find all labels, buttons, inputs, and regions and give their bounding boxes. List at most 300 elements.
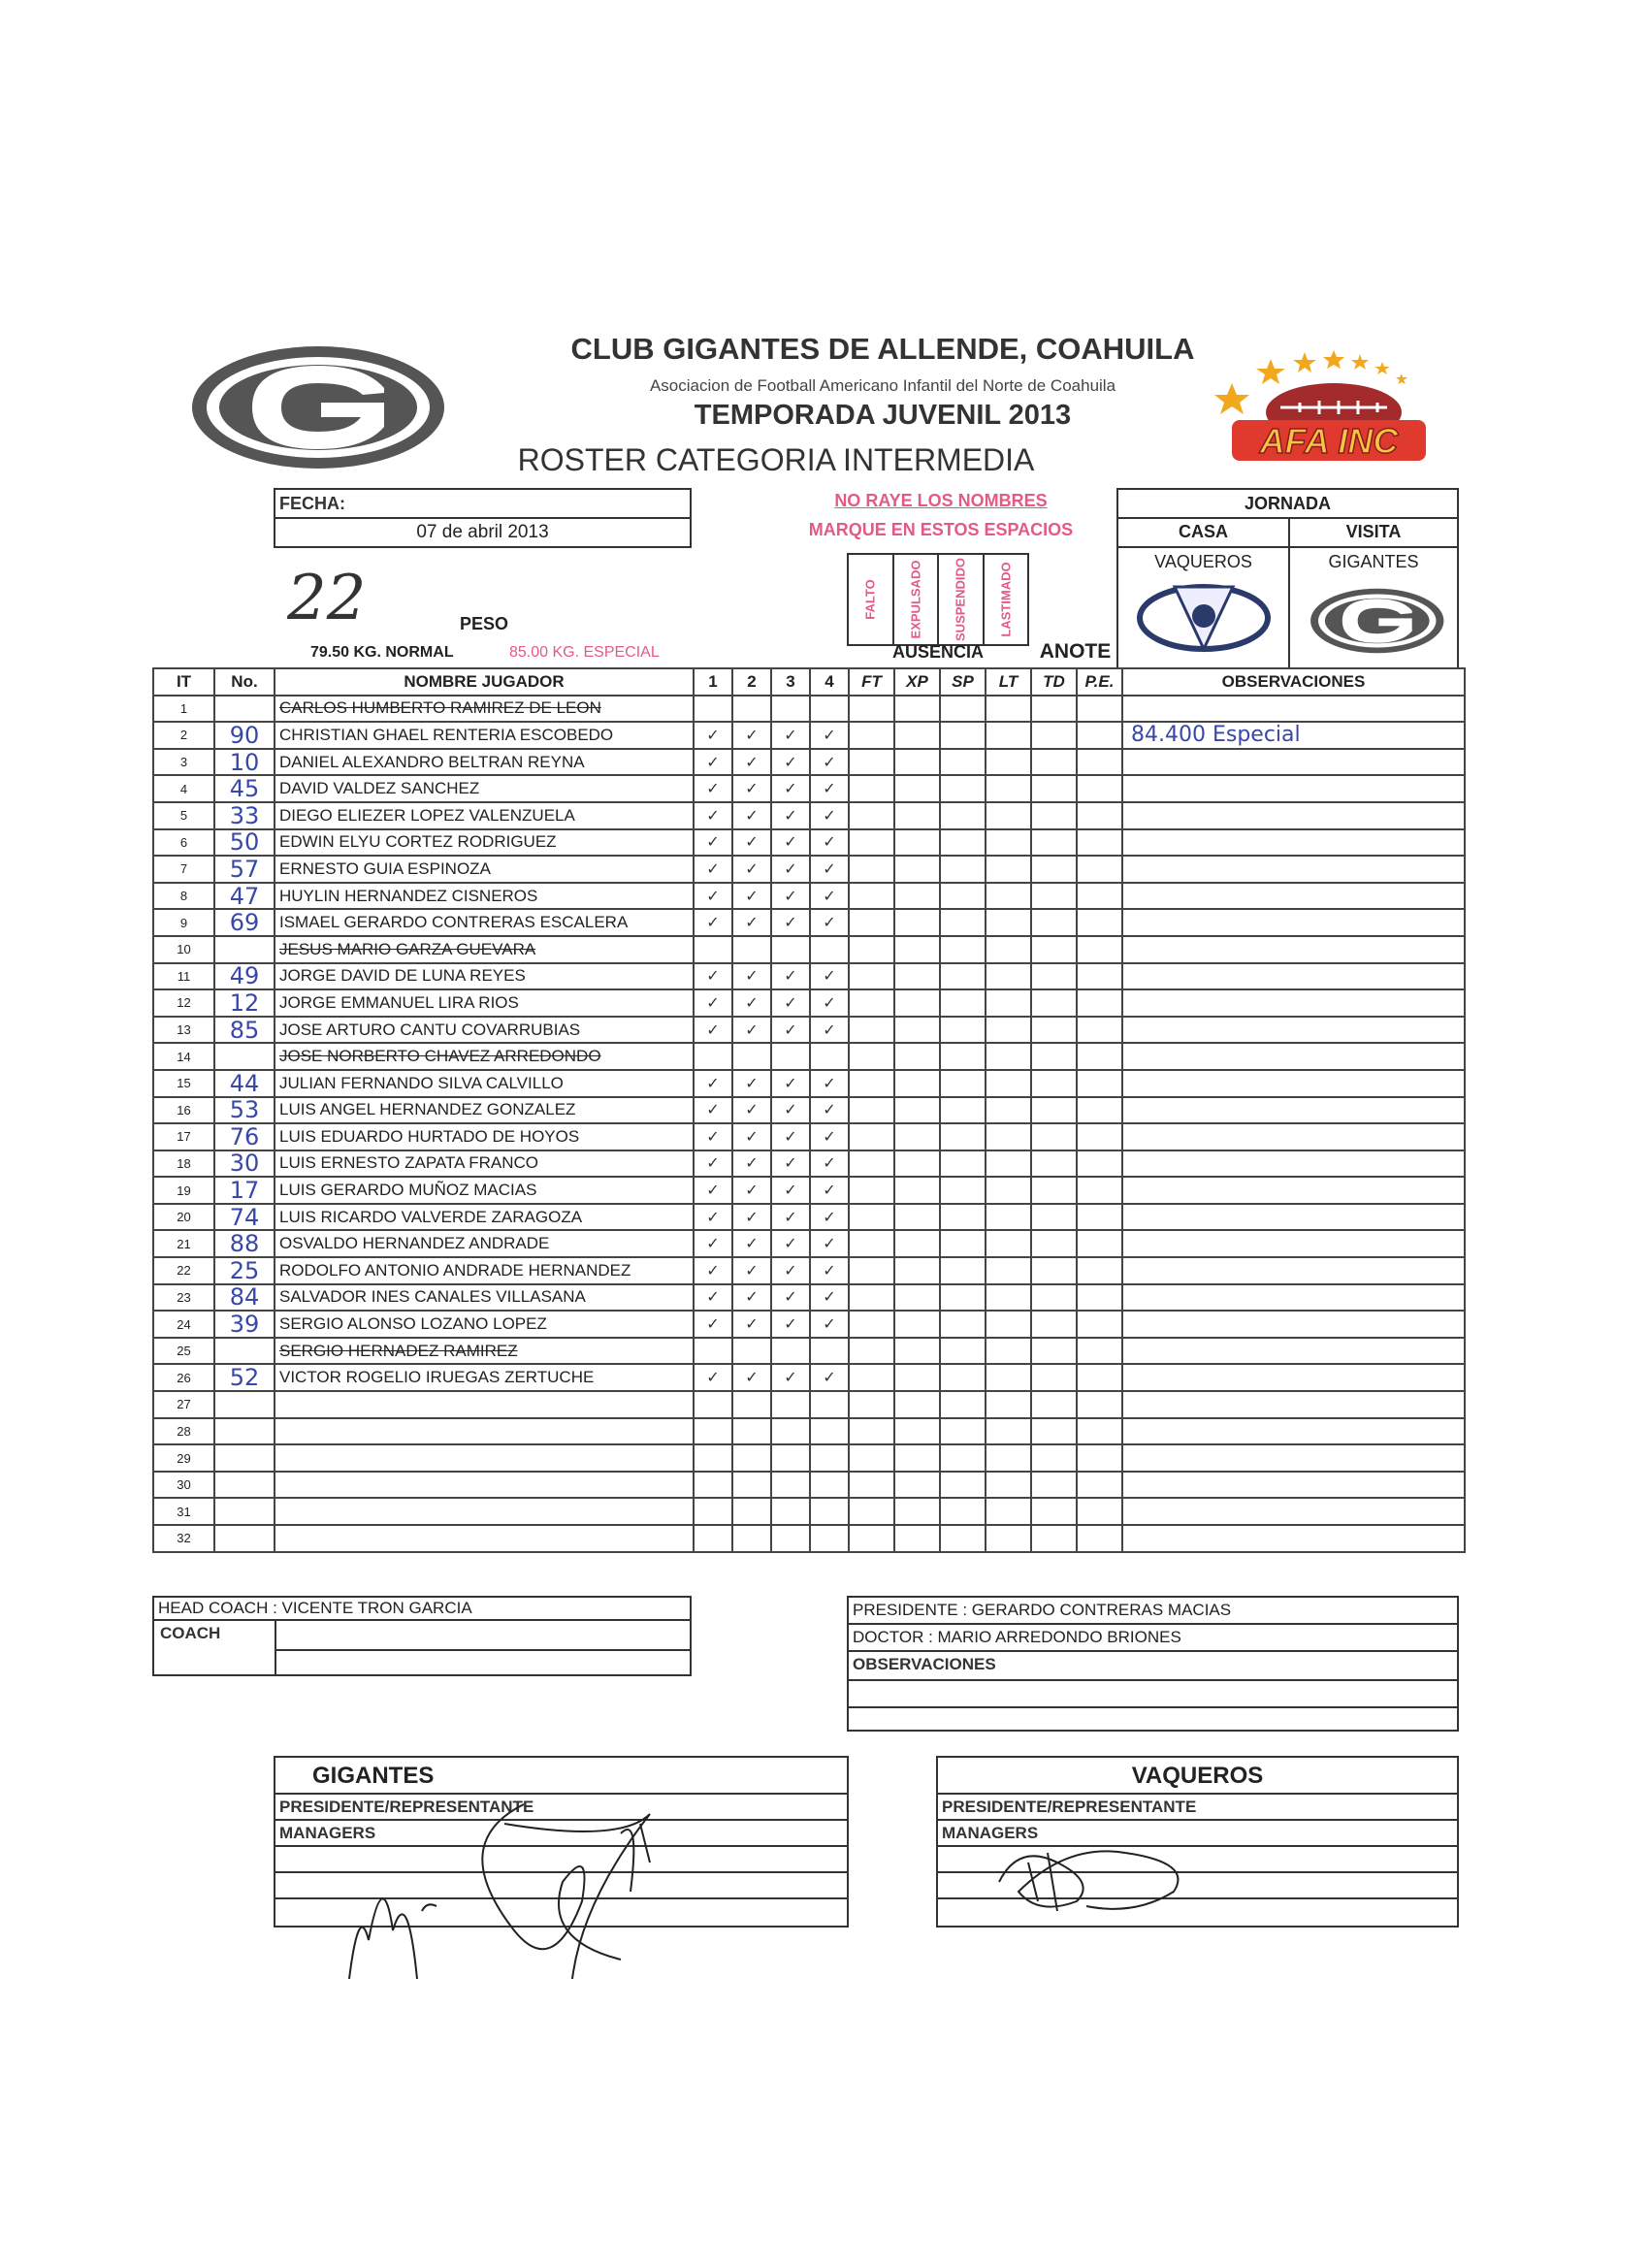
quarter-1-check[interactable]: ✓ — [694, 909, 732, 936]
sp-cell[interactable] — [940, 1472, 986, 1499]
lt-cell[interactable] — [986, 1284, 1031, 1312]
jersey-number[interactable]: 69 — [214, 909, 275, 936]
jersey-number[interactable]: 10 — [214, 749, 275, 776]
lt-cell[interactable] — [986, 963, 1031, 990]
quarter-2-check[interactable]: ✓ — [732, 1311, 771, 1338]
pe-cell[interactable] — [1077, 829, 1122, 857]
td-cell[interactable] — [1031, 1123, 1077, 1150]
td-cell[interactable] — [1031, 1498, 1077, 1525]
lt-cell[interactable] — [986, 1444, 1031, 1472]
quarter-3-check[interactable]: ✓ — [771, 1097, 810, 1124]
observation-cell[interactable] — [1122, 802, 1465, 829]
quarter-1-check[interactable]: ✓ — [694, 1177, 732, 1204]
td-cell[interactable] — [1031, 1284, 1077, 1312]
sp-cell[interactable] — [940, 963, 986, 990]
quarter-2-check[interactable]: ✓ — [732, 909, 771, 936]
pe-cell[interactable] — [1077, 1070, 1122, 1097]
ft-cell[interactable] — [849, 775, 894, 802]
observation-cell[interactable] — [1122, 829, 1465, 857]
quarter-4-check[interactable]: ✓ — [810, 1017, 849, 1044]
td-cell[interactable] — [1031, 1311, 1077, 1338]
sp-cell[interactable] — [940, 1498, 986, 1525]
td-cell[interactable] — [1031, 1338, 1077, 1365]
quarter-3-check[interactable]: ✓ — [771, 1284, 810, 1312]
jersey-number[interactable]: 53 — [214, 1097, 275, 1124]
td-cell[interactable] — [1031, 856, 1077, 883]
quarter-1-check[interactable]: ✓ — [694, 1150, 732, 1178]
sp-cell[interactable] — [940, 1017, 986, 1044]
quarter-2-check[interactable]: ✓ — [732, 883, 771, 910]
sp-cell[interactable] — [940, 749, 986, 776]
ft-cell[interactable] — [849, 1391, 894, 1418]
quarter-1-check[interactable] — [694, 696, 732, 723]
quarter-3-check[interactable] — [771, 1498, 810, 1525]
quarter-2-check[interactable]: ✓ — [732, 749, 771, 776]
td-cell[interactable] — [1031, 1444, 1077, 1472]
lt-cell[interactable] — [986, 909, 1031, 936]
xp-cell[interactable] — [894, 856, 940, 883]
quarter-3-check[interactable]: ✓ — [771, 1204, 810, 1231]
sp-cell[interactable] — [940, 1257, 986, 1284]
ft-cell[interactable] — [849, 1070, 894, 1097]
pe-cell[interactable] — [1077, 1097, 1122, 1124]
jersey-number[interactable]: 50 — [214, 829, 275, 857]
lt-cell[interactable] — [986, 1097, 1031, 1124]
observation-cell[interactable] — [1122, 1070, 1465, 1097]
quarter-1-check[interactable]: ✓ — [694, 749, 732, 776]
sp-cell[interactable] — [940, 1284, 986, 1312]
pe-cell[interactable] — [1077, 1230, 1122, 1257]
quarter-2-check[interactable]: ✓ — [732, 989, 771, 1017]
jersey-number[interactable]: 39 — [214, 1311, 275, 1338]
observation-cell[interactable]: 84.400 Especial — [1122, 722, 1465, 749]
pe-cell[interactable] — [1077, 775, 1122, 802]
xp-cell[interactable] — [894, 1257, 940, 1284]
sp-cell[interactable] — [940, 1177, 986, 1204]
quarter-3-check[interactable]: ✓ — [771, 1230, 810, 1257]
td-cell[interactable] — [1031, 1070, 1077, 1097]
lt-cell[interactable] — [986, 722, 1031, 749]
ft-cell[interactable] — [849, 1418, 894, 1445]
xp-cell[interactable] — [894, 1525, 940, 1552]
quarter-2-check[interactable] — [732, 1525, 771, 1552]
ft-cell[interactable] — [849, 1097, 894, 1124]
sp-cell[interactable] — [940, 1525, 986, 1552]
lt-cell[interactable] — [986, 936, 1031, 963]
ft-cell[interactable] — [849, 829, 894, 857]
xp-cell[interactable] — [894, 1498, 940, 1525]
quarter-2-check[interactable] — [732, 696, 771, 723]
observation-cell[interactable] — [1122, 1338, 1465, 1365]
quarter-4-check[interactable] — [810, 1043, 849, 1070]
xp-cell[interactable] — [894, 1418, 940, 1445]
quarter-1-check[interactable]: ✓ — [694, 1257, 732, 1284]
td-cell[interactable] — [1031, 1204, 1077, 1231]
lt-cell[interactable] — [986, 1177, 1031, 1204]
quarter-1-check[interactable]: ✓ — [694, 1364, 732, 1391]
sp-cell[interactable] — [940, 1311, 986, 1338]
quarter-2-check[interactable]: ✓ — [732, 1257, 771, 1284]
lt-cell[interactable] — [986, 1204, 1031, 1231]
quarter-3-check[interactable] — [771, 936, 810, 963]
ft-cell[interactable] — [849, 1311, 894, 1338]
ft-cell[interactable] — [849, 1444, 894, 1472]
observation-cell[interactable] — [1122, 909, 1465, 936]
jersey-number[interactable] — [214, 1472, 275, 1499]
quarter-2-check[interactable] — [732, 936, 771, 963]
xp-cell[interactable] — [894, 1311, 940, 1338]
quarter-4-check[interactable]: ✓ — [810, 1284, 849, 1312]
jersey-number[interactable]: 85 — [214, 1017, 275, 1044]
observation-cell[interactable] — [1122, 1391, 1465, 1418]
xp-cell[interactable] — [894, 775, 940, 802]
observation-cell[interactable] — [1122, 1017, 1465, 1044]
xp-cell[interactable] — [894, 1017, 940, 1044]
pe-cell[interactable] — [1077, 1498, 1122, 1525]
ft-cell[interactable] — [849, 936, 894, 963]
ft-cell[interactable] — [849, 989, 894, 1017]
ft-cell[interactable] — [849, 1257, 894, 1284]
pe-cell[interactable] — [1077, 963, 1122, 990]
quarter-4-check[interactable] — [810, 1498, 849, 1525]
pe-cell[interactable] — [1077, 1043, 1122, 1070]
pe-cell[interactable] — [1077, 1123, 1122, 1150]
td-cell[interactable] — [1031, 1177, 1077, 1204]
pe-cell[interactable] — [1077, 722, 1122, 749]
quarter-4-check[interactable]: ✓ — [810, 1097, 849, 1124]
xp-cell[interactable] — [894, 1230, 940, 1257]
observation-cell[interactable] — [1122, 1177, 1465, 1204]
quarter-1-check[interactable] — [694, 1418, 732, 1445]
sp-cell[interactable] — [940, 1043, 986, 1070]
td-cell[interactable] — [1031, 1472, 1077, 1499]
td-cell[interactable] — [1031, 989, 1077, 1017]
pe-cell[interactable] — [1077, 989, 1122, 1017]
fecha-value[interactable]: 07 de abril 2013 — [416, 522, 549, 542]
lt-cell[interactable] — [986, 1391, 1031, 1418]
quarter-1-check[interactable]: ✓ — [694, 883, 732, 910]
lt-cell[interactable] — [986, 749, 1031, 776]
td-cell[interactable] — [1031, 963, 1077, 990]
quarter-1-check[interactable]: ✓ — [694, 1097, 732, 1124]
xp-cell[interactable] — [894, 989, 940, 1017]
pe-cell[interactable] — [1077, 1418, 1122, 1445]
observation-cell[interactable] — [1122, 1444, 1465, 1472]
td-cell[interactable] — [1031, 775, 1077, 802]
pe-cell[interactable] — [1077, 749, 1122, 776]
quarter-2-check[interactable]: ✓ — [732, 1097, 771, 1124]
jersey-number[interactable]: 12 — [214, 989, 275, 1017]
quarter-4-check[interactable]: ✓ — [810, 829, 849, 857]
quarter-3-check[interactable]: ✓ — [771, 1311, 810, 1338]
jersey-number[interactable]: 30 — [214, 1150, 275, 1178]
xp-cell[interactable] — [894, 1070, 940, 1097]
pe-cell[interactable] — [1077, 1204, 1122, 1231]
quarter-4-check[interactable]: ✓ — [810, 1364, 849, 1391]
quarter-1-check[interactable]: ✓ — [694, 722, 732, 749]
observation-cell[interactable] — [1122, 1150, 1465, 1178]
quarter-3-check[interactable] — [771, 1472, 810, 1499]
td-cell[interactable] — [1031, 1257, 1077, 1284]
pe-cell[interactable] — [1077, 1364, 1122, 1391]
quarter-3-check[interactable]: ✓ — [771, 749, 810, 776]
observation-cell[interactable] — [1122, 1123, 1465, 1150]
ft-cell[interactable] — [849, 1498, 894, 1525]
pe-cell[interactable] — [1077, 1391, 1122, 1418]
quarter-3-check[interactable]: ✓ — [771, 1070, 810, 1097]
sp-cell[interactable] — [940, 1123, 986, 1150]
td-cell[interactable] — [1031, 936, 1077, 963]
ft-cell[interactable] — [849, 1177, 894, 1204]
observation-cell[interactable] — [1122, 1284, 1465, 1312]
quarter-3-check[interactable]: ✓ — [771, 963, 810, 990]
ft-cell[interactable] — [849, 1364, 894, 1391]
xp-cell[interactable] — [894, 722, 940, 749]
quarter-1-check[interactable] — [694, 1444, 732, 1472]
ft-cell[interactable] — [849, 1123, 894, 1150]
ft-cell[interactable] — [849, 1284, 894, 1312]
quarter-3-check[interactable]: ✓ — [771, 1017, 810, 1044]
td-cell[interactable] — [1031, 802, 1077, 829]
quarter-4-check[interactable] — [810, 1525, 849, 1552]
lt-cell[interactable] — [986, 1230, 1031, 1257]
td-cell[interactable] — [1031, 749, 1077, 776]
sp-cell[interactable] — [940, 829, 986, 857]
quarter-2-check[interactable]: ✓ — [732, 829, 771, 857]
observation-cell[interactable] — [1122, 1257, 1465, 1284]
td-cell[interactable] — [1031, 1043, 1077, 1070]
quarter-4-check[interactable]: ✓ — [810, 856, 849, 883]
td-cell[interactable] — [1031, 883, 1077, 910]
jersey-number[interactable]: 44 — [214, 1070, 275, 1097]
td-cell[interactable] — [1031, 829, 1077, 857]
jersey-number[interactable] — [214, 1338, 275, 1365]
quarter-1-check[interactable]: ✓ — [694, 775, 732, 802]
ft-cell[interactable] — [849, 1204, 894, 1231]
sp-cell[interactable] — [940, 883, 986, 910]
quarter-2-check[interactable]: ✓ — [732, 1150, 771, 1178]
xp-cell[interactable] — [894, 1097, 940, 1124]
lt-cell[interactable] — [986, 1043, 1031, 1070]
lt-cell[interactable] — [986, 1525, 1031, 1552]
ft-cell[interactable] — [849, 909, 894, 936]
observation-cell[interactable] — [1122, 1097, 1465, 1124]
quarter-2-check[interactable]: ✓ — [732, 775, 771, 802]
quarter-4-check[interactable]: ✓ — [810, 802, 849, 829]
observation-cell[interactable] — [1122, 775, 1465, 802]
sp-cell[interactable] — [940, 1338, 986, 1365]
quarter-2-check[interactable] — [732, 1498, 771, 1525]
ft-cell[interactable] — [849, 722, 894, 749]
xp-cell[interactable] — [894, 829, 940, 857]
lt-cell[interactable] — [986, 1311, 1031, 1338]
sp-cell[interactable] — [940, 909, 986, 936]
xp-cell[interactable] — [894, 1391, 940, 1418]
quarter-3-check[interactable]: ✓ — [771, 856, 810, 883]
pe-cell[interactable] — [1077, 883, 1122, 910]
ft-cell[interactable] — [849, 856, 894, 883]
observation-cell[interactable] — [1122, 1230, 1465, 1257]
quarter-4-check[interactable] — [810, 1472, 849, 1499]
observation-cell[interactable] — [1122, 963, 1465, 990]
quarter-4-check[interactable]: ✓ — [810, 1257, 849, 1284]
quarter-4-check[interactable] — [810, 1418, 849, 1445]
jersey-number[interactable]: 33 — [214, 802, 275, 829]
quarter-3-check[interactable]: ✓ — [771, 1123, 810, 1150]
ft-cell[interactable] — [849, 883, 894, 910]
quarter-1-check[interactable]: ✓ — [694, 1230, 732, 1257]
quarter-2-check[interactable]: ✓ — [732, 856, 771, 883]
quarter-4-check[interactable] — [810, 936, 849, 963]
quarter-1-check[interactable] — [694, 1472, 732, 1499]
xp-cell[interactable] — [894, 1177, 940, 1204]
pe-cell[interactable] — [1077, 1338, 1122, 1365]
observation-cell[interactable] — [1122, 856, 1465, 883]
quarter-3-check[interactable]: ✓ — [771, 802, 810, 829]
lt-cell[interactable] — [986, 1498, 1031, 1525]
pe-cell[interactable] — [1077, 1257, 1122, 1284]
xp-cell[interactable] — [894, 1123, 940, 1150]
sp-cell[interactable] — [940, 1444, 986, 1472]
jersey-number[interactable] — [214, 1418, 275, 1445]
xp-cell[interactable] — [894, 936, 940, 963]
quarter-1-check[interactable]: ✓ — [694, 1070, 732, 1097]
quarter-4-check[interactable]: ✓ — [810, 775, 849, 802]
observation-cell[interactable] — [1122, 1311, 1465, 1338]
jersey-number[interactable] — [214, 696, 275, 723]
quarter-3-check[interactable] — [771, 1043, 810, 1070]
quarter-3-check[interactable] — [771, 1525, 810, 1552]
ft-cell[interactable] — [849, 1150, 894, 1178]
td-cell[interactable] — [1031, 1391, 1077, 1418]
observation-cell[interactable] — [1122, 989, 1465, 1017]
ft-cell[interactable] — [849, 963, 894, 990]
quarter-4-check[interactable]: ✓ — [810, 909, 849, 936]
td-cell[interactable] — [1031, 1525, 1077, 1552]
td-cell[interactable] — [1031, 722, 1077, 749]
jersey-number[interactable] — [214, 936, 275, 963]
td-cell[interactable] — [1031, 909, 1077, 936]
pe-cell[interactable] — [1077, 1177, 1122, 1204]
td-cell[interactable] — [1031, 1230, 1077, 1257]
quarter-3-check[interactable]: ✓ — [771, 1364, 810, 1391]
jersey-number[interactable]: 74 — [214, 1204, 275, 1231]
lt-cell[interactable] — [986, 1150, 1031, 1178]
quarter-4-check[interactable]: ✓ — [810, 1123, 849, 1150]
quarter-1-check[interactable]: ✓ — [694, 1017, 732, 1044]
jersey-number[interactable] — [214, 1525, 275, 1552]
observation-cell[interactable] — [1122, 1418, 1465, 1445]
quarter-1-check[interactable] — [694, 936, 732, 963]
ft-cell[interactable] — [849, 1230, 894, 1257]
sp-cell[interactable] — [940, 802, 986, 829]
jersey-number[interactable]: 52 — [214, 1364, 275, 1391]
quarter-2-check[interactable]: ✓ — [732, 1177, 771, 1204]
lt-cell[interactable] — [986, 1070, 1031, 1097]
quarter-1-check[interactable]: ✓ — [694, 963, 732, 990]
xp-cell[interactable] — [894, 749, 940, 776]
quarter-4-check[interactable]: ✓ — [810, 1070, 849, 1097]
observation-cell[interactable] — [1122, 1498, 1465, 1525]
sp-cell[interactable] — [940, 1204, 986, 1231]
quarter-1-check[interactable]: ✓ — [694, 856, 732, 883]
ft-cell[interactable] — [849, 1338, 894, 1365]
pe-cell[interactable] — [1077, 802, 1122, 829]
jersey-number[interactable]: 17 — [214, 1177, 275, 1204]
quarter-4-check[interactable]: ✓ — [810, 1150, 849, 1178]
quarter-3-check[interactable]: ✓ — [771, 909, 810, 936]
xp-cell[interactable] — [894, 1364, 940, 1391]
td-cell[interactable] — [1031, 1418, 1077, 1445]
pe-cell[interactable] — [1077, 909, 1122, 936]
quarter-4-check[interactable]: ✓ — [810, 1311, 849, 1338]
observation-cell[interactable] — [1122, 1043, 1465, 1070]
sp-cell[interactable] — [940, 856, 986, 883]
quarter-4-check[interactable] — [810, 1444, 849, 1472]
xp-cell[interactable] — [894, 696, 940, 723]
ft-cell[interactable] — [849, 1525, 894, 1552]
observation-cell[interactable] — [1122, 1364, 1465, 1391]
jersey-number[interactable]: 84 — [214, 1284, 275, 1312]
lt-cell[interactable] — [986, 1123, 1031, 1150]
quarter-3-check[interactable] — [771, 1391, 810, 1418]
observation-cell[interactable] — [1122, 749, 1465, 776]
quarter-2-check[interactable] — [732, 1338, 771, 1365]
td-cell[interactable] — [1031, 696, 1077, 723]
xp-cell[interactable] — [894, 1472, 940, 1499]
lt-cell[interactable] — [986, 1017, 1031, 1044]
quarter-4-check[interactable]: ✓ — [810, 1177, 849, 1204]
td-cell[interactable] — [1031, 1364, 1077, 1391]
quarter-1-check[interactable] — [694, 1525, 732, 1552]
quarter-1-check[interactable]: ✓ — [694, 989, 732, 1017]
quarter-2-check[interactable]: ✓ — [732, 1070, 771, 1097]
quarter-2-check[interactable]: ✓ — [732, 1284, 771, 1312]
quarter-3-check[interactable]: ✓ — [771, 883, 810, 910]
lt-cell[interactable] — [986, 829, 1031, 857]
quarter-4-check[interactable]: ✓ — [810, 1230, 849, 1257]
sp-cell[interactable] — [940, 1150, 986, 1178]
quarter-4-check[interactable]: ✓ — [810, 722, 849, 749]
xp-cell[interactable] — [894, 1043, 940, 1070]
td-cell[interactable] — [1031, 1150, 1077, 1178]
quarter-4-check[interactable] — [810, 1338, 849, 1365]
pe-cell[interactable] — [1077, 936, 1122, 963]
quarter-3-check[interactable] — [771, 696, 810, 723]
sp-cell[interactable] — [940, 1230, 986, 1257]
sp-cell[interactable] — [940, 936, 986, 963]
ft-cell[interactable] — [849, 1043, 894, 1070]
quarter-1-check[interactable] — [694, 1391, 732, 1418]
jersey-number[interactable]: 88 — [214, 1230, 275, 1257]
lt-cell[interactable] — [986, 802, 1031, 829]
pe-cell[interactable] — [1077, 1472, 1122, 1499]
quarter-1-check[interactable]: ✓ — [694, 829, 732, 857]
quarter-3-check[interactable] — [771, 1338, 810, 1365]
lt-cell[interactable] — [986, 989, 1031, 1017]
jersey-number[interactable]: 57 — [214, 856, 275, 883]
quarter-4-check[interactable]: ✓ — [810, 883, 849, 910]
quarter-3-check[interactable]: ✓ — [771, 989, 810, 1017]
jersey-number[interactable]: 25 — [214, 1257, 275, 1284]
quarter-4-check[interactable] — [810, 696, 849, 723]
lt-cell[interactable] — [986, 1257, 1031, 1284]
td-cell[interactable] — [1031, 1097, 1077, 1124]
quarter-1-check[interactable]: ✓ — [694, 1284, 732, 1312]
quarter-2-check[interactable] — [732, 1043, 771, 1070]
lt-cell[interactable] — [986, 883, 1031, 910]
jersey-number[interactable]: 76 — [214, 1123, 275, 1150]
